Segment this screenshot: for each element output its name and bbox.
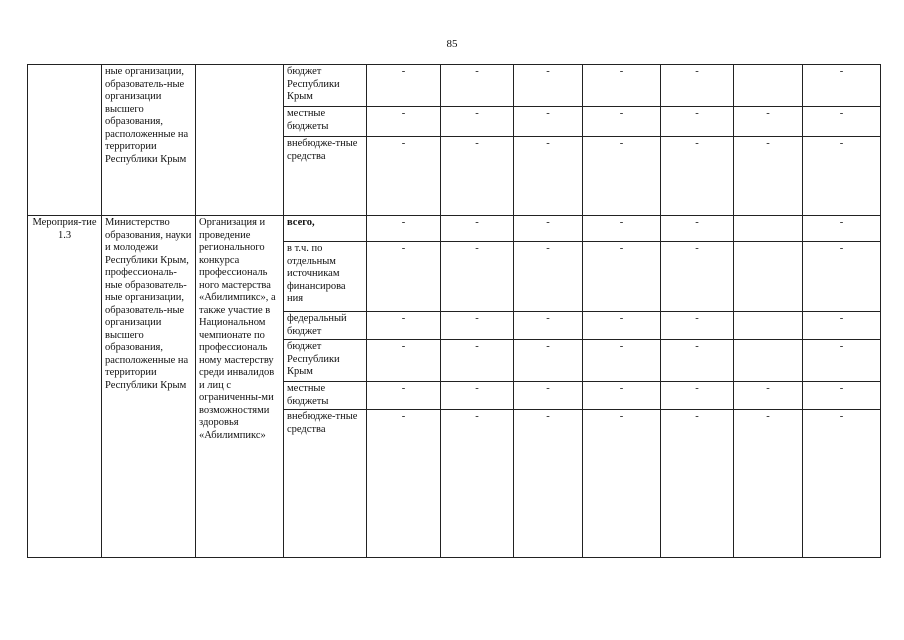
value-cell: - (583, 312, 661, 340)
value-cell: - (441, 107, 514, 137)
table-row (28, 65, 881, 107)
value-cell: - (367, 410, 441, 558)
value-cell (734, 340, 803, 382)
value-cell: - (661, 410, 734, 558)
description-cell: Организация и проведение регионального конкурса профессиональ ного мастерства «Абилимпикс», а также участие в Национальном чемпионате по профессиональ ному мастерству среди инвалидов и лиц с ограниченны-ми возможностями здоровья «Абилимпикс» (196, 216, 284, 558)
funding-source-cell: местные бюджеты (284, 107, 367, 137)
value-cell: - (514, 382, 583, 410)
value-cell: - (803, 242, 881, 312)
value-cell: - (583, 137, 661, 216)
value-cell (734, 65, 803, 107)
value-cell: - (514, 312, 583, 340)
value-cell: - (583, 340, 661, 382)
value-cell: - (803, 216, 881, 242)
value-cell: - (661, 312, 734, 340)
table-row (28, 216, 881, 242)
value-cell: - (441, 410, 514, 558)
value-cell: - (514, 107, 583, 137)
value-cell: - (734, 137, 803, 216)
value-cell: - (441, 216, 514, 242)
value-cell: - (803, 65, 881, 107)
value-cell (734, 216, 803, 242)
value-cell: - (734, 410, 803, 558)
value-cell (734, 242, 803, 312)
executors-cell: Министерство образования, науки и молодежи Республики Крым, профессиональ-ные образователь-ные организации, образователь-ные организации высшего образования, расположенные на территории Республики Крым (102, 216, 196, 558)
value-cell: - (441, 312, 514, 340)
value-cell: - (367, 65, 441, 107)
value-cell: - (803, 137, 881, 216)
value-cell: - (367, 137, 441, 216)
value-cell: - (583, 410, 661, 558)
value-cell: - (661, 216, 734, 242)
value-cell (734, 312, 803, 340)
event-cell: Мероприя-тие 1.3 (28, 216, 102, 558)
value-cell: - (583, 107, 661, 137)
value-cell: - (367, 340, 441, 382)
value-cell: - (367, 242, 441, 312)
value-cell: - (514, 137, 583, 216)
funding-source-cell: местные бюджеты (284, 382, 367, 410)
value-cell: - (441, 242, 514, 312)
value-cell: - (367, 107, 441, 137)
value-cell: - (514, 242, 583, 312)
value-cell: - (661, 340, 734, 382)
value-cell: - (441, 340, 514, 382)
value-cell: - (803, 340, 881, 382)
value-cell: - (734, 107, 803, 137)
event-cell (28, 65, 102, 216)
value-cell: - (661, 137, 734, 216)
value-cell: - (367, 312, 441, 340)
value-cell: - (661, 65, 734, 107)
description-cell (196, 65, 284, 216)
value-cell: - (514, 340, 583, 382)
value-cell: - (734, 382, 803, 410)
value-cell: - (514, 410, 583, 558)
value-cell: - (661, 242, 734, 312)
funding-source-cell: бюджет Республики Крым (284, 340, 367, 382)
value-cell: - (583, 242, 661, 312)
value-cell: - (803, 382, 881, 410)
value-cell: - (661, 107, 734, 137)
value-cell: - (803, 312, 881, 340)
value-cell: - (367, 382, 441, 410)
funding-source-cell: внебюдже-тные средства (284, 410, 367, 558)
value-cell: - (803, 410, 881, 558)
value-cell: - (514, 216, 583, 242)
funding-source-cell: бюджет Республики Крым (284, 65, 367, 107)
value-cell: - (803, 107, 881, 137)
value-cell: - (514, 65, 583, 107)
value-cell: - (583, 216, 661, 242)
value-cell: - (441, 382, 514, 410)
executors-cell: ные организации, образователь-ные организации высшего образования, расположенные на территории Республики Крым (102, 65, 196, 216)
value-cell: - (441, 137, 514, 216)
funding-source-cell: федеральный бюджет (284, 312, 367, 340)
funding-source-cell: всего, (284, 216, 367, 242)
funding-table (27, 64, 881, 558)
funding-source-cell: в т.ч. по отдельным источникам финансирова ния (284, 242, 367, 312)
value-cell: - (583, 382, 661, 410)
value-cell: - (583, 65, 661, 107)
value-cell: - (441, 65, 514, 107)
value-cell: - (367, 216, 441, 242)
funding-source-cell: внебюдже-тные средства (284, 137, 367, 216)
value-cell: - (661, 382, 734, 410)
funding-table-body (28, 65, 881, 558)
page-number: 85 (446, 38, 458, 50)
